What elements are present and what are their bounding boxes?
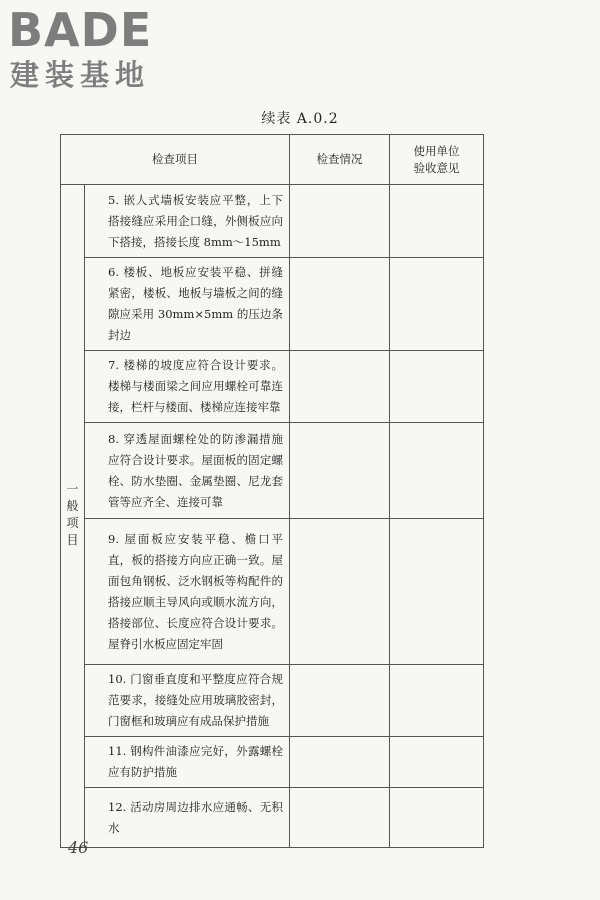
status-cell bbox=[290, 351, 390, 423]
header-status: 检查情况 bbox=[290, 135, 390, 185]
header-opinion bbox=[390, 135, 484, 185]
inspection-table bbox=[60, 134, 484, 848]
opinion-cell bbox=[390, 665, 484, 737]
table-row bbox=[61, 665, 484, 737]
item-text: 10. 门窗垂直度和平整度应符合规范要求，接缝处应用玻璃胶密封，门窗框和玻璃应有成品保护措施 bbox=[85, 665, 290, 737]
header-opinion-line2: 验收意见 bbox=[413, 160, 460, 175]
status-cell bbox=[290, 788, 390, 848]
status-cell bbox=[290, 665, 390, 737]
status-cell bbox=[290, 737, 390, 788]
status-cell bbox=[290, 423, 390, 519]
opinion-cell bbox=[390, 788, 484, 848]
item-text: 11. 钢构件油漆应完好，外露螺栓应有防护措施 bbox=[85, 737, 290, 788]
table-row bbox=[61, 258, 484, 351]
item-text: 12. 活动房周边排水应通畅、无积水 bbox=[85, 788, 290, 848]
header-item: 检查项目 bbox=[61, 135, 290, 185]
opinion-cell bbox=[390, 423, 484, 519]
logo-wordmark: BADE bbox=[8, 3, 153, 57]
table-row bbox=[61, 423, 484, 519]
bade-logo bbox=[8, 4, 178, 96]
logo-subtitle: 建装基地 bbox=[10, 58, 151, 92]
page-number: 46 bbox=[68, 838, 89, 857]
table-row bbox=[61, 185, 484, 258]
opinion-cell bbox=[390, 258, 484, 351]
item-text: 7. 楼梯的坡度应符合设计要求。楼梯与楼面梁之间应用螺栓可靠连接，栏杆与楼面、楼梯应连接牢靠 bbox=[85, 351, 290, 423]
item-text: 6. 楼板、地板应安装平稳、拼缝紧密，楼板、地板与墙板之间的缝隙应采用 30mm×5mm 的压边条封边 bbox=[85, 258, 290, 351]
opinion-cell bbox=[390, 737, 484, 788]
table-header-row bbox=[61, 135, 484, 185]
status-cell bbox=[290, 185, 390, 258]
category-label: 一般项目 bbox=[66, 482, 79, 547]
opinion-cell bbox=[390, 185, 484, 258]
item-text: 8. 穿透屋面螺栓处的防渗漏措施应符合设计要求。屋面板的固定螺栓、防水垫圈、金属垫圈、尼龙套管等应齐全、连接可靠 bbox=[85, 423, 290, 519]
item-text: 5. 嵌人式墙板安装应平整，上下搭接缝应采用企口缝，外侧板应向下搭接，搭接长度 8mm～15mm bbox=[85, 185, 290, 258]
item-text: 9. 屋面板应安装平稳、檐口平直，板的搭接方向应正确一致。屋面包角钢板、泛水钢板等构配件的搭接应顺主导风向或顺水流方向，搭接部位、长度应符合设计要求。屋脊引水板应固定牢固 bbox=[85, 519, 290, 665]
opinion-cell bbox=[390, 351, 484, 423]
status-cell bbox=[290, 258, 390, 351]
table-row bbox=[61, 519, 484, 665]
status-cell bbox=[290, 519, 390, 665]
table-caption: 续表 A.0.2 bbox=[261, 111, 339, 127]
opinion-cell bbox=[390, 519, 484, 665]
category-cell bbox=[61, 185, 85, 848]
table-row bbox=[61, 788, 484, 848]
table-row bbox=[61, 737, 484, 788]
header-opinion-line1: 使用单位 bbox=[413, 143, 460, 158]
table-row bbox=[61, 351, 484, 423]
